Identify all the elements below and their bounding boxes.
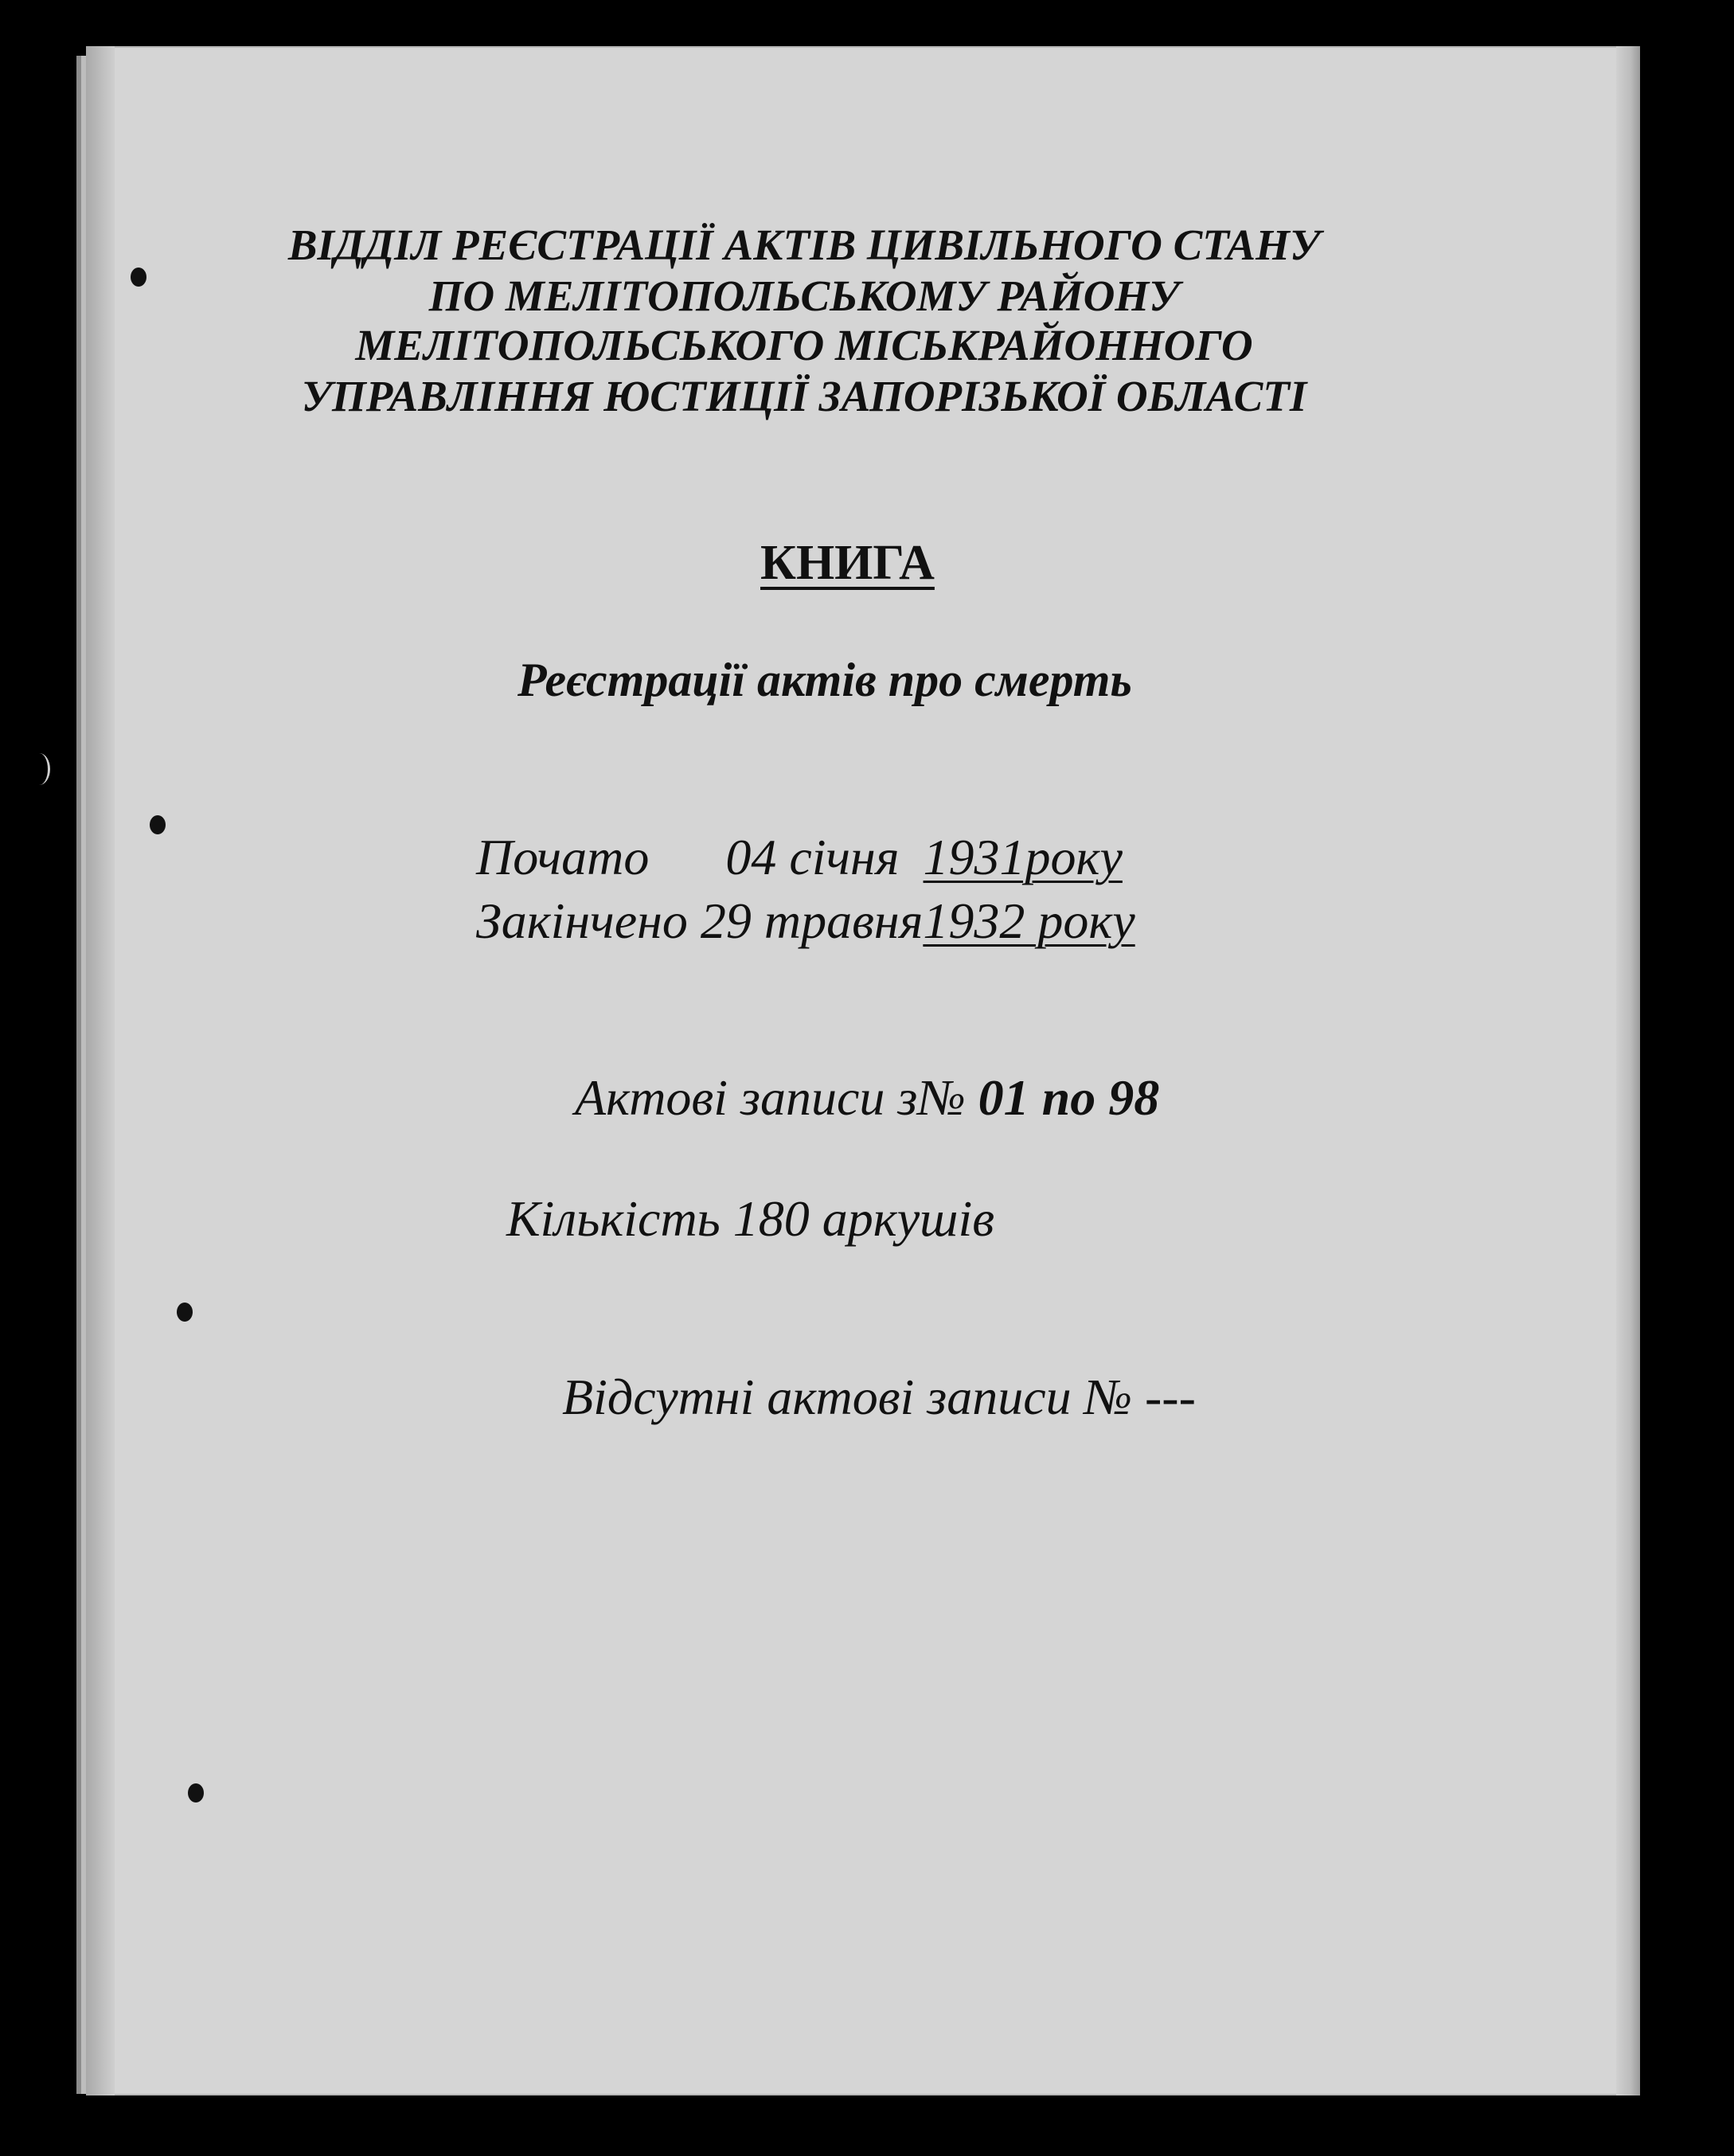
page-right-edge <box>1616 46 1640 2095</box>
started-line <box>476 828 1123 887</box>
sheet-count: Кількість 180 аркушів <box>506 1190 994 1247</box>
book-title: КНИГА <box>760 536 935 590</box>
missing-records: Відсутні актові записи № --- <box>562 1369 1196 1425</box>
finished-date: 29 травня <box>700 892 924 949</box>
punch-hole <box>177 1303 193 1322</box>
book-subtitle: Реєстрації актів про смерть <box>517 654 1132 706</box>
records-label: Актові записи з№ <box>575 1069 966 1126</box>
header-line-4: УПРАВЛІННЯ ЮСТИЦІЇ ЗАПОРІЗЬКОЇ ОБЛАСТІ <box>301 372 1307 420</box>
records-range: 01 по 98 <box>978 1069 1160 1126</box>
started-label: Почато <box>476 829 650 885</box>
records-line <box>575 1068 1159 1127</box>
started-year: 1931року <box>923 829 1123 885</box>
punch-hole <box>150 815 166 834</box>
punch-hole <box>131 268 146 287</box>
header-line-1: ВІДДІЛ РЕЄСТРАЦІЇ АКТІВ ЦИВІЛЬНОГО СТАНУ <box>287 221 1321 269</box>
finished-line <box>476 892 1135 951</box>
started-date: 04 січня <box>725 829 900 885</box>
header-line-3: МЕЛІТОПОЛЬСЬКОГО МІСЬКРАЙОННОГО <box>355 321 1253 369</box>
finished-label: Закінчено <box>476 892 688 949</box>
header-line-2: ПО МЕЛІТОПОЛЬСЬКОМУ РАЙОНУ <box>428 271 1180 320</box>
finished-year: 1932 року <box>923 892 1135 949</box>
page-left-edge <box>86 46 115 2095</box>
page-curl-mark <box>29 753 50 785</box>
punch-hole <box>188 1783 204 1803</box>
